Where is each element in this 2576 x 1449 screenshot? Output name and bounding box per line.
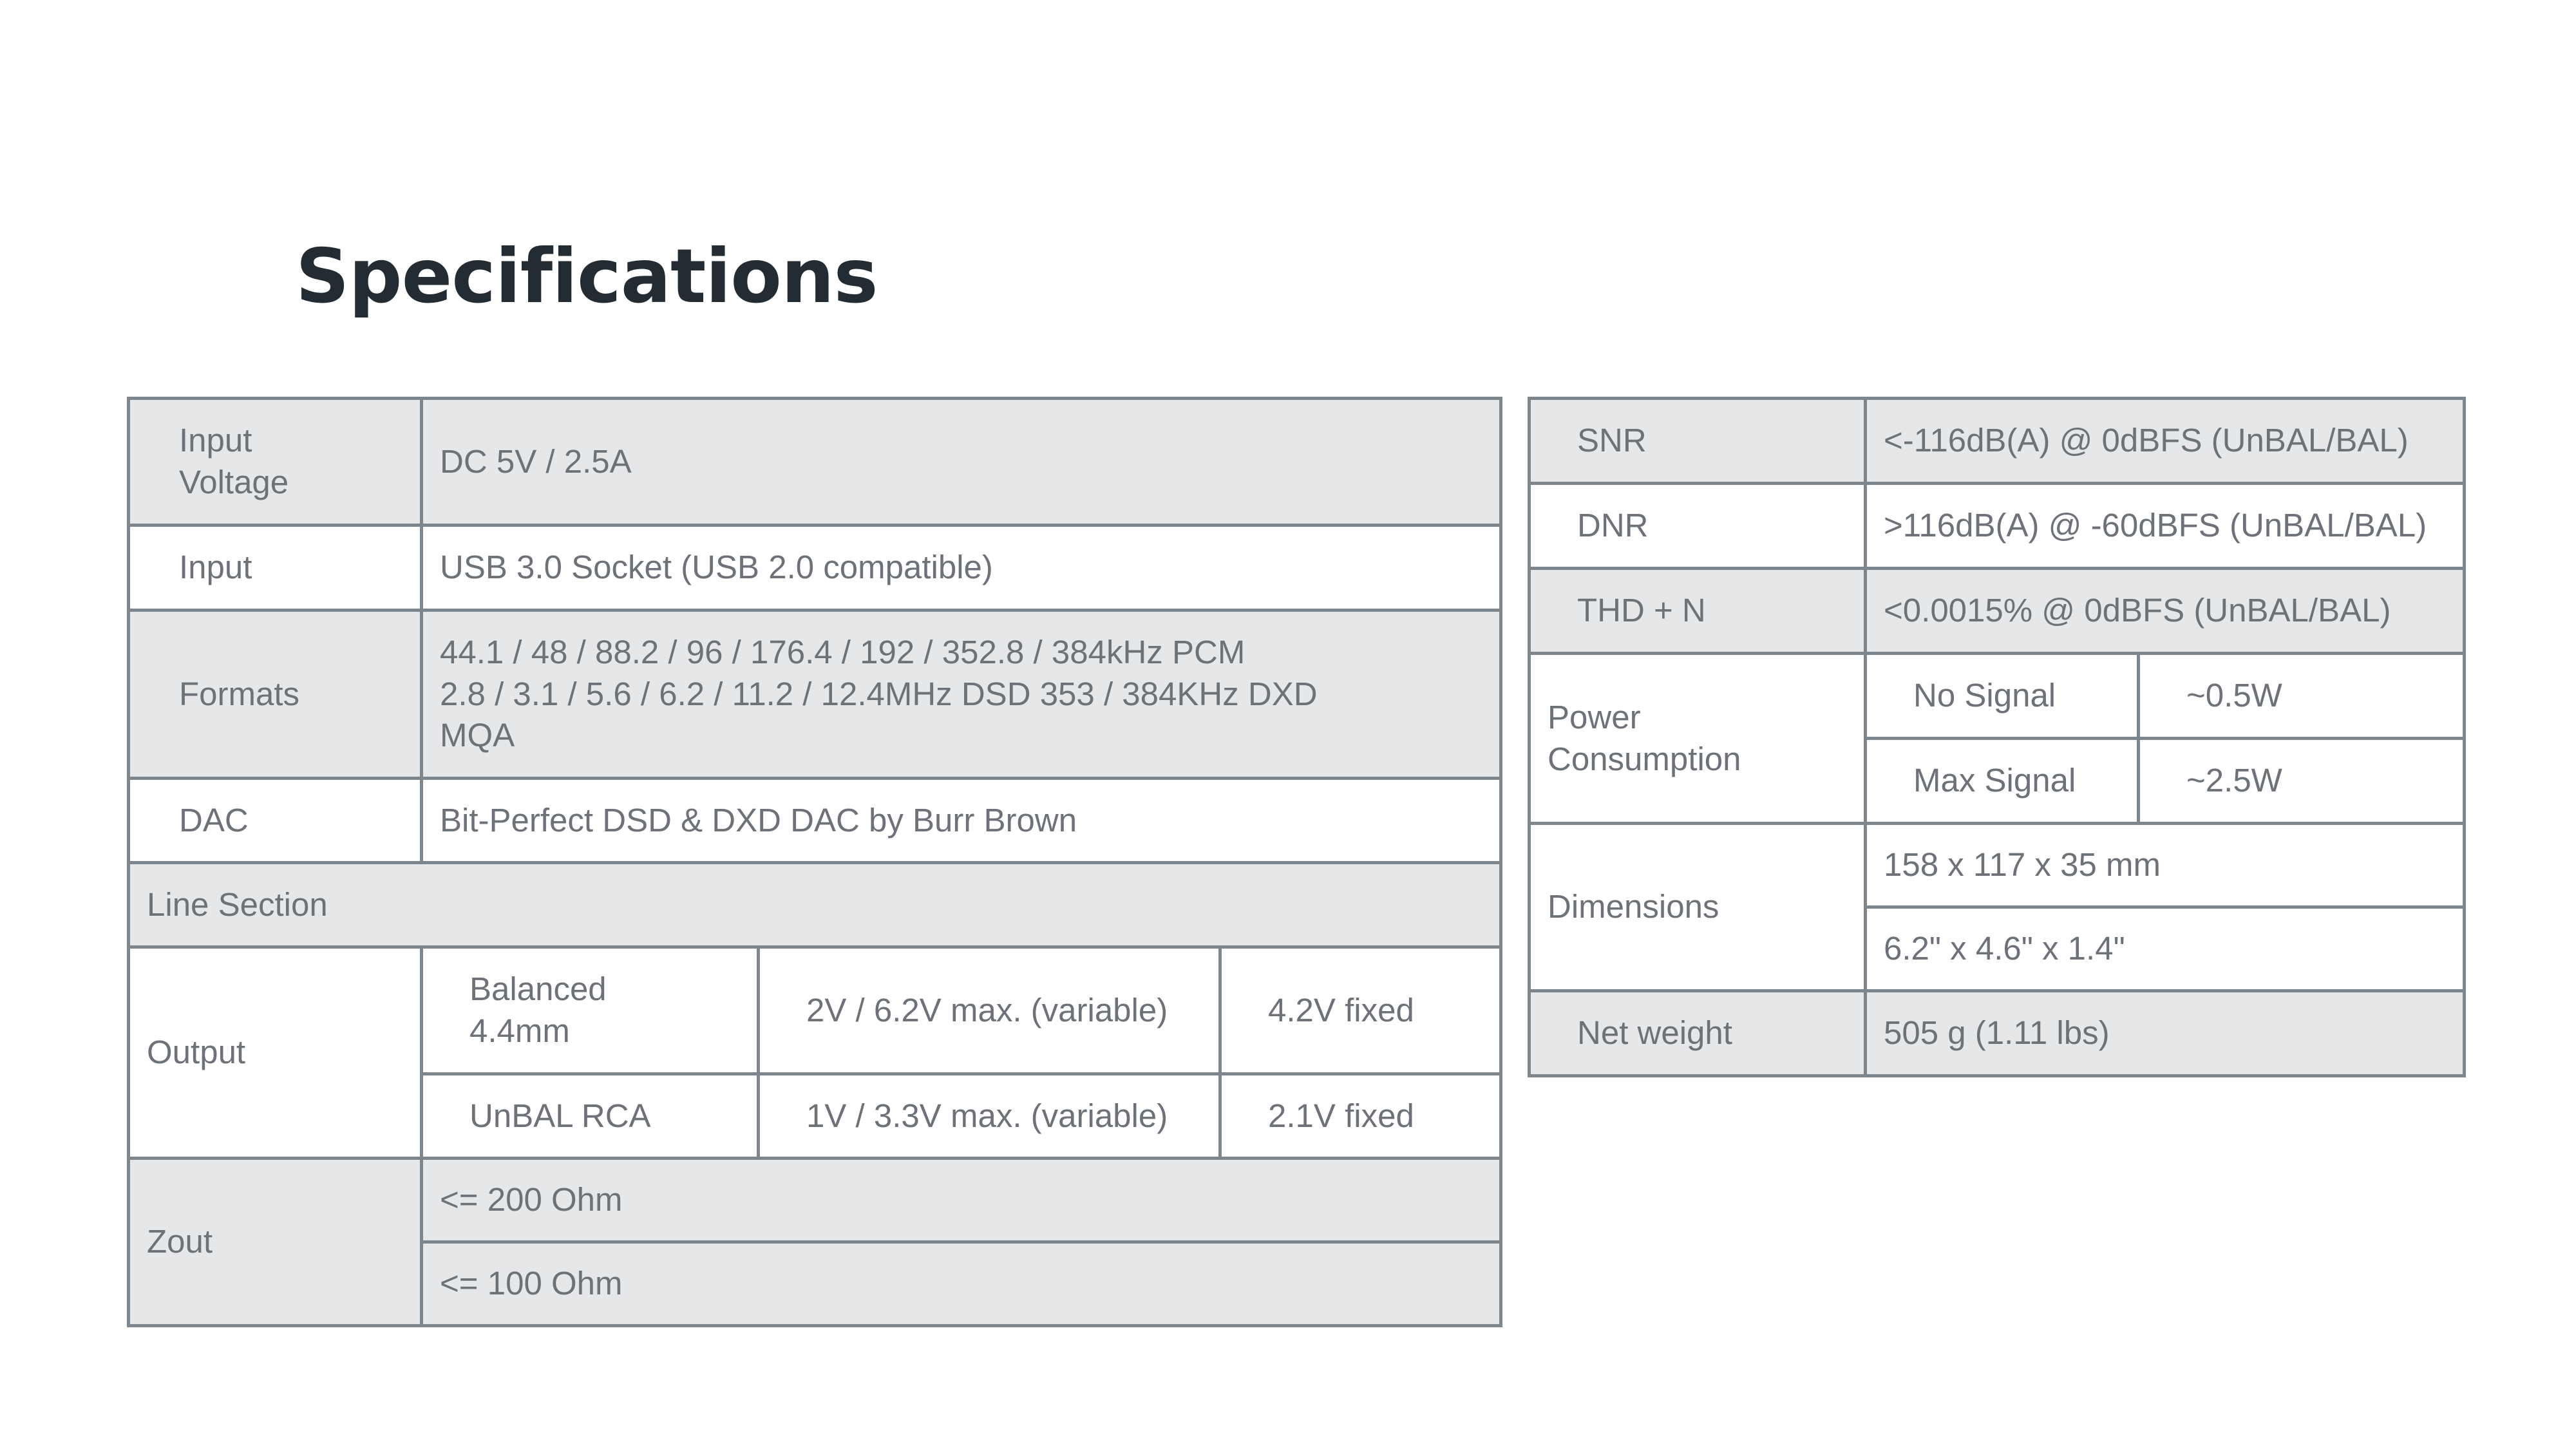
output-type: UnBAL RCA [422,1074,759,1159]
table-row [1530,824,2465,907]
spec-value: <0.0015% @ 0dBFS (UnBAL/BAL) [1866,569,2465,654]
spec-value: 505 g (1.11 lbs) [1866,991,2465,1076]
table-row [1530,399,2465,484]
spec-label: Output [129,947,422,1159]
table-row [1530,484,2465,569]
spec-label: SNR [1530,399,1866,484]
table-row [1530,569,2465,654]
output-variable: 1V / 3.3V max. (variable) [759,1074,1220,1159]
table-row [1530,654,2465,739]
spec-value: <= 200 Ohm [422,1159,1501,1242]
output-fixed: 4.2V fixed [1220,947,1501,1074]
spec-value: 6.2" x 4.6" x 1.4" [1866,907,2465,991]
format-line: 44.1 / 48 / 88.2 / 96 / 176.4 / 192 / 352.8 / 384kHz PCM [440,633,1245,670]
power-state: No Signal [1866,654,2139,739]
spec-value: Bit-Perfect DSD & DXD DAC by Burr Brown [422,779,1501,863]
table-row [129,863,1501,947]
section-header: Line Section [129,863,1501,947]
power-state: Max Signal [1866,739,2139,824]
spec-label: Power Consumption [1530,654,1866,824]
spec-label: DNR [1530,484,1866,569]
spec-label: Input [129,526,422,611]
spec-label: Input Voltage [129,399,422,526]
format-line: 2.8 / 3.1 / 5.6 / 6.2 / 11.2 / 12.4MHz DSD 353 / 384KHz DXD [440,675,1318,712]
power-value: ~2.5W [2139,739,2465,824]
spec-value: 158 x 117 x 35 mm [1866,824,2465,907]
specs-table-left [127,397,1502,1327]
spec-label: DAC [129,779,422,863]
spec-value: <-116dB(A) @ 0dBFS (UnBAL/BAL) [1866,399,2465,484]
table-row [129,611,1501,779]
spec-label: Dimensions [1530,824,1866,991]
format-line: MQA [440,717,515,754]
spec-value: DC 5V / 2.5A [422,399,1501,526]
table-row [129,947,1501,1074]
output-type: Balanced 4.4mm [422,947,759,1074]
table-row [129,779,1501,863]
spec-value: <= 100 Ohm [422,1242,1501,1326]
spec-label: Zout [129,1159,422,1326]
table-row [129,1159,1501,1242]
power-value: ~0.5W [2139,654,2465,739]
output-variable: 2V / 6.2V max. (variable) [759,947,1220,1074]
table-row [1530,991,2465,1076]
spec-label: THD + N [1530,569,1866,654]
specs-table-right [1528,397,2466,1077]
output-fixed: 2.1V fixed [1220,1074,1501,1159]
spec-value: >116dB(A) @ -60dBFS (UnBAL/BAL) [1866,484,2465,569]
spec-label: Formats [129,611,422,779]
spec-label: Net weight [1530,991,1866,1076]
table-row [129,526,1501,611]
table-row [129,399,1501,526]
spec-value: USB 3.0 Socket (USB 2.0 compatible) [422,526,1501,611]
spec-value [422,611,1501,779]
page-title: Specifications [296,233,878,320]
